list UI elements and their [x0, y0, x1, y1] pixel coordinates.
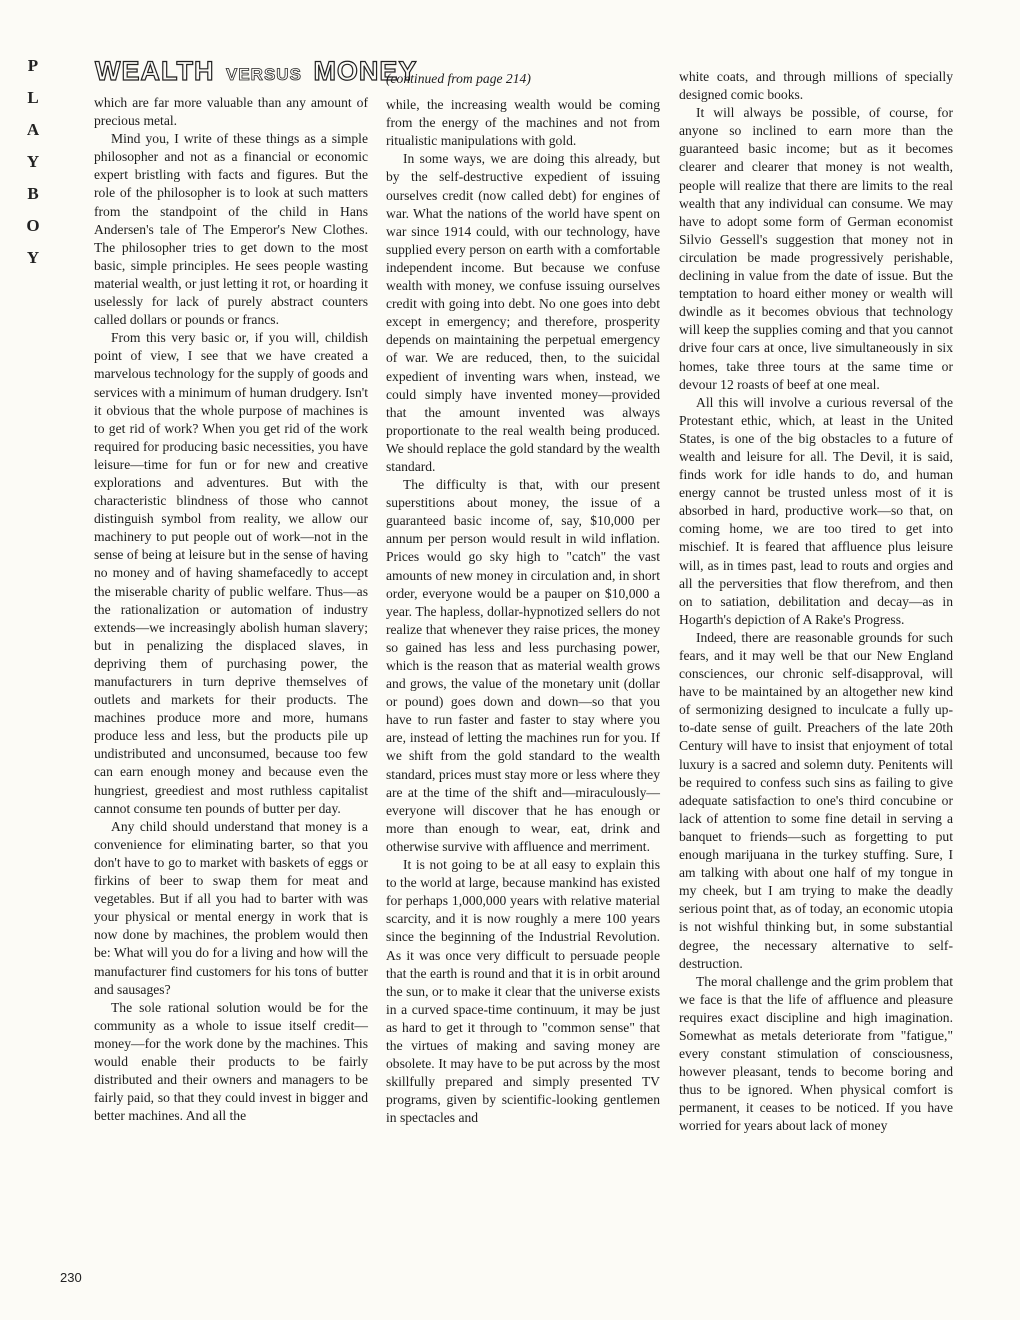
magazine-letter: Y	[26, 152, 40, 171]
text-column-1	[94, 94, 368, 1125]
title-word-money: MONEY	[313, 56, 418, 86]
paragraph: white coats, and through millions of specially designed comic books.	[679, 69, 953, 103]
text-column-3	[679, 68, 953, 1136]
magazine-letter: O	[26, 216, 40, 235]
paragraph: The sole rational solution would be for the community as a whole to issue itself credit—money—for the work done by the machines. This would enable their products to be fairly distributed and their owners and managers to be fairly paid, so that they could invest in bigger and better machines. And all the	[94, 999, 368, 1124]
paragraph: It will always be possible, of course, for anyone so inclined to earn more than the guaranteed basic income; but as it becomes clearer and clearer that money is not wealth, people will realize that there are limits to the real wealth that any individual can consume. We may have to adopt some form of German economist Silvio Gessell's suggestion that money not in circulation be made progressively perishable, declining in value from the date of issue. But the temptation to hoard either money or wealth will dwindle as it becomes obvious that technology will keep the supplies coming and that you cannot drive four cars at once, live simultaneously in six homes, take three tours at the same time or devour 12 roasts of beef at one meal.	[679, 105, 953, 392]
article-header-title	[95, 56, 417, 87]
paragraph: From this very basic or, if you will, childish point of view, I see that we have created a marvelous technology for the supply of goods and services with a minimum of human drudgery. Isn't it obvious that the whole purpose of machines is to get rid of work? When you get rid of the work required for producing basic necessities, you have leisure—time for fun or for new and creative explorations and adventures. But with the characteristic blindness of those who cannot distinguish symbol from reality, we allow our machinery to put people out of work—not in the sense of being at leisure but in the sense of having no money and of having shamefacedly to accept the miserable charity of public welfare. Thus—as the rationalization or automation of industry extends—we increasingly abolish human slavery; but in penalizing the displaced slaves, in depriving them of purchasing power, the manufacturers in turn deprive themselves of outlets and markets for their products. The machines produce more and more, humans produce less and less, but the products pile up undistributed and unconsumed, because too few can earn enough money and because even the hungriest, greediest and most ruthless capitalist cannot consume ten pounds of butter per day.	[94, 330, 368, 816]
paragraph: which are far more valuable than any amount of precious metal.	[94, 95, 368, 129]
magazine-name-vertical	[18, 50, 48, 274]
page-number: 230	[60, 1270, 82, 1285]
magazine-letter: Y	[26, 248, 40, 267]
paragraph: The difficulty is that, with our present superstitions about money, the issue of a guaranteed basic income of, say, $10,000 per annum per person would result in wild inflation. Prices would go sky high to "catch" the vast amounts of new money in circulation and, in short order, everyone would be a pauper on $10,000 a year. The hapless, dollar-hypnotized sellers do not realize that whenever they raise prices, the money so gained has less and less purchasing power, which is the reason that as material wealth grows and grows, the value of the monetary unit (dollar or pound) goes down and down—so that you have to run faster and faster to stay where you are, instead of letting the machines run for you. If we shift from the gold standard to the wealth standard, prices must stay more or less where they are at the time of the shift and—miraculously—everyone will discover that he has enough or more than enough to wear, eat, drink and otherwise survive with affluence and merriment.	[386, 477, 660, 854]
magazine-letter: A	[26, 120, 40, 139]
title-word-wealth: WEALTH	[95, 56, 215, 86]
paragraph: Any child should understand that money is a convenience for eliminating barter, so that you don't have to go to market with baskets of eggs or firkins of beer to swap them for meat and vegetables. But if all you had to barter with was your physical or mental energy in work that is now done by machines, the problem would then be: What will you do for a living and how will the manufacturer find customers for his tons of butter and sausages?	[94, 818, 368, 997]
magazine-letter: P	[27, 56, 39, 75]
magazine-letter: L	[27, 88, 39, 107]
paragraph: Mind you, I write of these things as a simple philosopher and not as a financial or economic expert bristling with facts and figures. But the role of the philosopher is to look at such matters from the standpoint of the child in Hans Andersen's tale of The Emperor's New Clothes. The philosopher tries to get down to the most basic, simple principles. He sees people wasting material wealth, or just letting it rot, or hoarding it uselessly for lack of purely abstract counters called dollars or pounds or francs.	[94, 131, 368, 328]
title-word-versus: VERSUS	[226, 65, 302, 84]
paragraph: It is not going to be at all easy to explain this to the world at large, because mankind has existed for perhaps 1,000,000 years with relative material scarcity, and it is now roughly a mere 100 years since the beginning of the Industrial Revolution. As it was once very difficult to persuade people that the earth is round and that it is in orbit around the sun, or to make it clear that the universe exists in a curved space-time continuum, it may be just as hard to get it through to "common sense" that the virtues of making and saving money are obsolete. It may have to be put across by the most skillfully prepared and simply presented TV programs, given by scientific-looking gentlemen in spectacles and	[386, 857, 660, 1126]
text-column-2	[386, 70, 660, 1127]
paragraph: All this will involve a curious reversal of the Protestant ethic, which, at least in the United States, is one of the big obstacles to a future of wealth and leisure for all. The Devil, it is said, finds work for idle hands to do, and human energy cannot be trusted unless most of it is absorbed in hard, productive work—so that, on coming home, we are too tired to get into mischief. It is feared that affluence plus leisure will, as in times past, lead to routs and orgies and all the perversities that flow therefrom, and then on to satiation, debilitation and decay—as in Hogarth's depiction of A Rake's Progress.	[679, 394, 953, 627]
paragraph: Indeed, there are reasonable grounds for such fears, and it may well be that our New England consciences, our chronic self-disapproval, will have to be maintained by an altogether new kind of sermonizing designed to inculcate a fully up-to-date sense of guilt. Preachers of the late 20th Century will have to insist that enjoyment of total luxury is a sacred and solemn duty. Penitents will be required to confess such sins as failing to give adequate satisfaction to one's third concubine or lack of attention to some fine detail in serving a banquet to friends—such as forgetting to put enough marijuana in the turkey stuffing. Sure, I am talking with about one half of my tongue in my cheek, but I am trying to make the deadly serious point that, as of today, an economic utopia is not wishful thinking but, in some substantial degree, the necessary alternative to self-destruction.	[679, 629, 953, 971]
continued-note: (continued from page 214)	[386, 71, 531, 86]
paragraph: while, the increasing wealth would be coming from the energy of the machines and not from ritualistic manipulations with gold.	[386, 97, 660, 149]
magazine-letter: B	[27, 184, 39, 203]
paragraph: In some ways, we are doing this already, but by the self-destructive expedient of issuing ourselves credit (now called debt) for engines of war. What the nations of the world have spent on war since 1914 could, with our technology, have supplied every person on earth with a comfortable independent income. But because we confuse wealth with money, we confuse issuing ourselves credit with going into debt. No one goes into debt except in emergency; and therefore, prosperity depends on maintaining the perpetual emergency of war. We are reduced, then, to the suicidal expedient of inventing wars when, instead, we could simply have invented money—provided that the amount invented was always proportionate to the real wealth being produced. We should replace the gold standard by the wealth standard.	[386, 151, 660, 474]
paragraph: The moral challenge and the grim problem that we face is that the life of affluence and pleasure requires exact discipline and high imagination. Somewhat as metals deteriorate from "fatigue," every constant stimulation of consciousness, however pleasant, tends to become boring and thus to be ignored. When physical comfort is permanent, it ceases to be noticed. If you have worried for years about lack of money	[679, 973, 953, 1134]
